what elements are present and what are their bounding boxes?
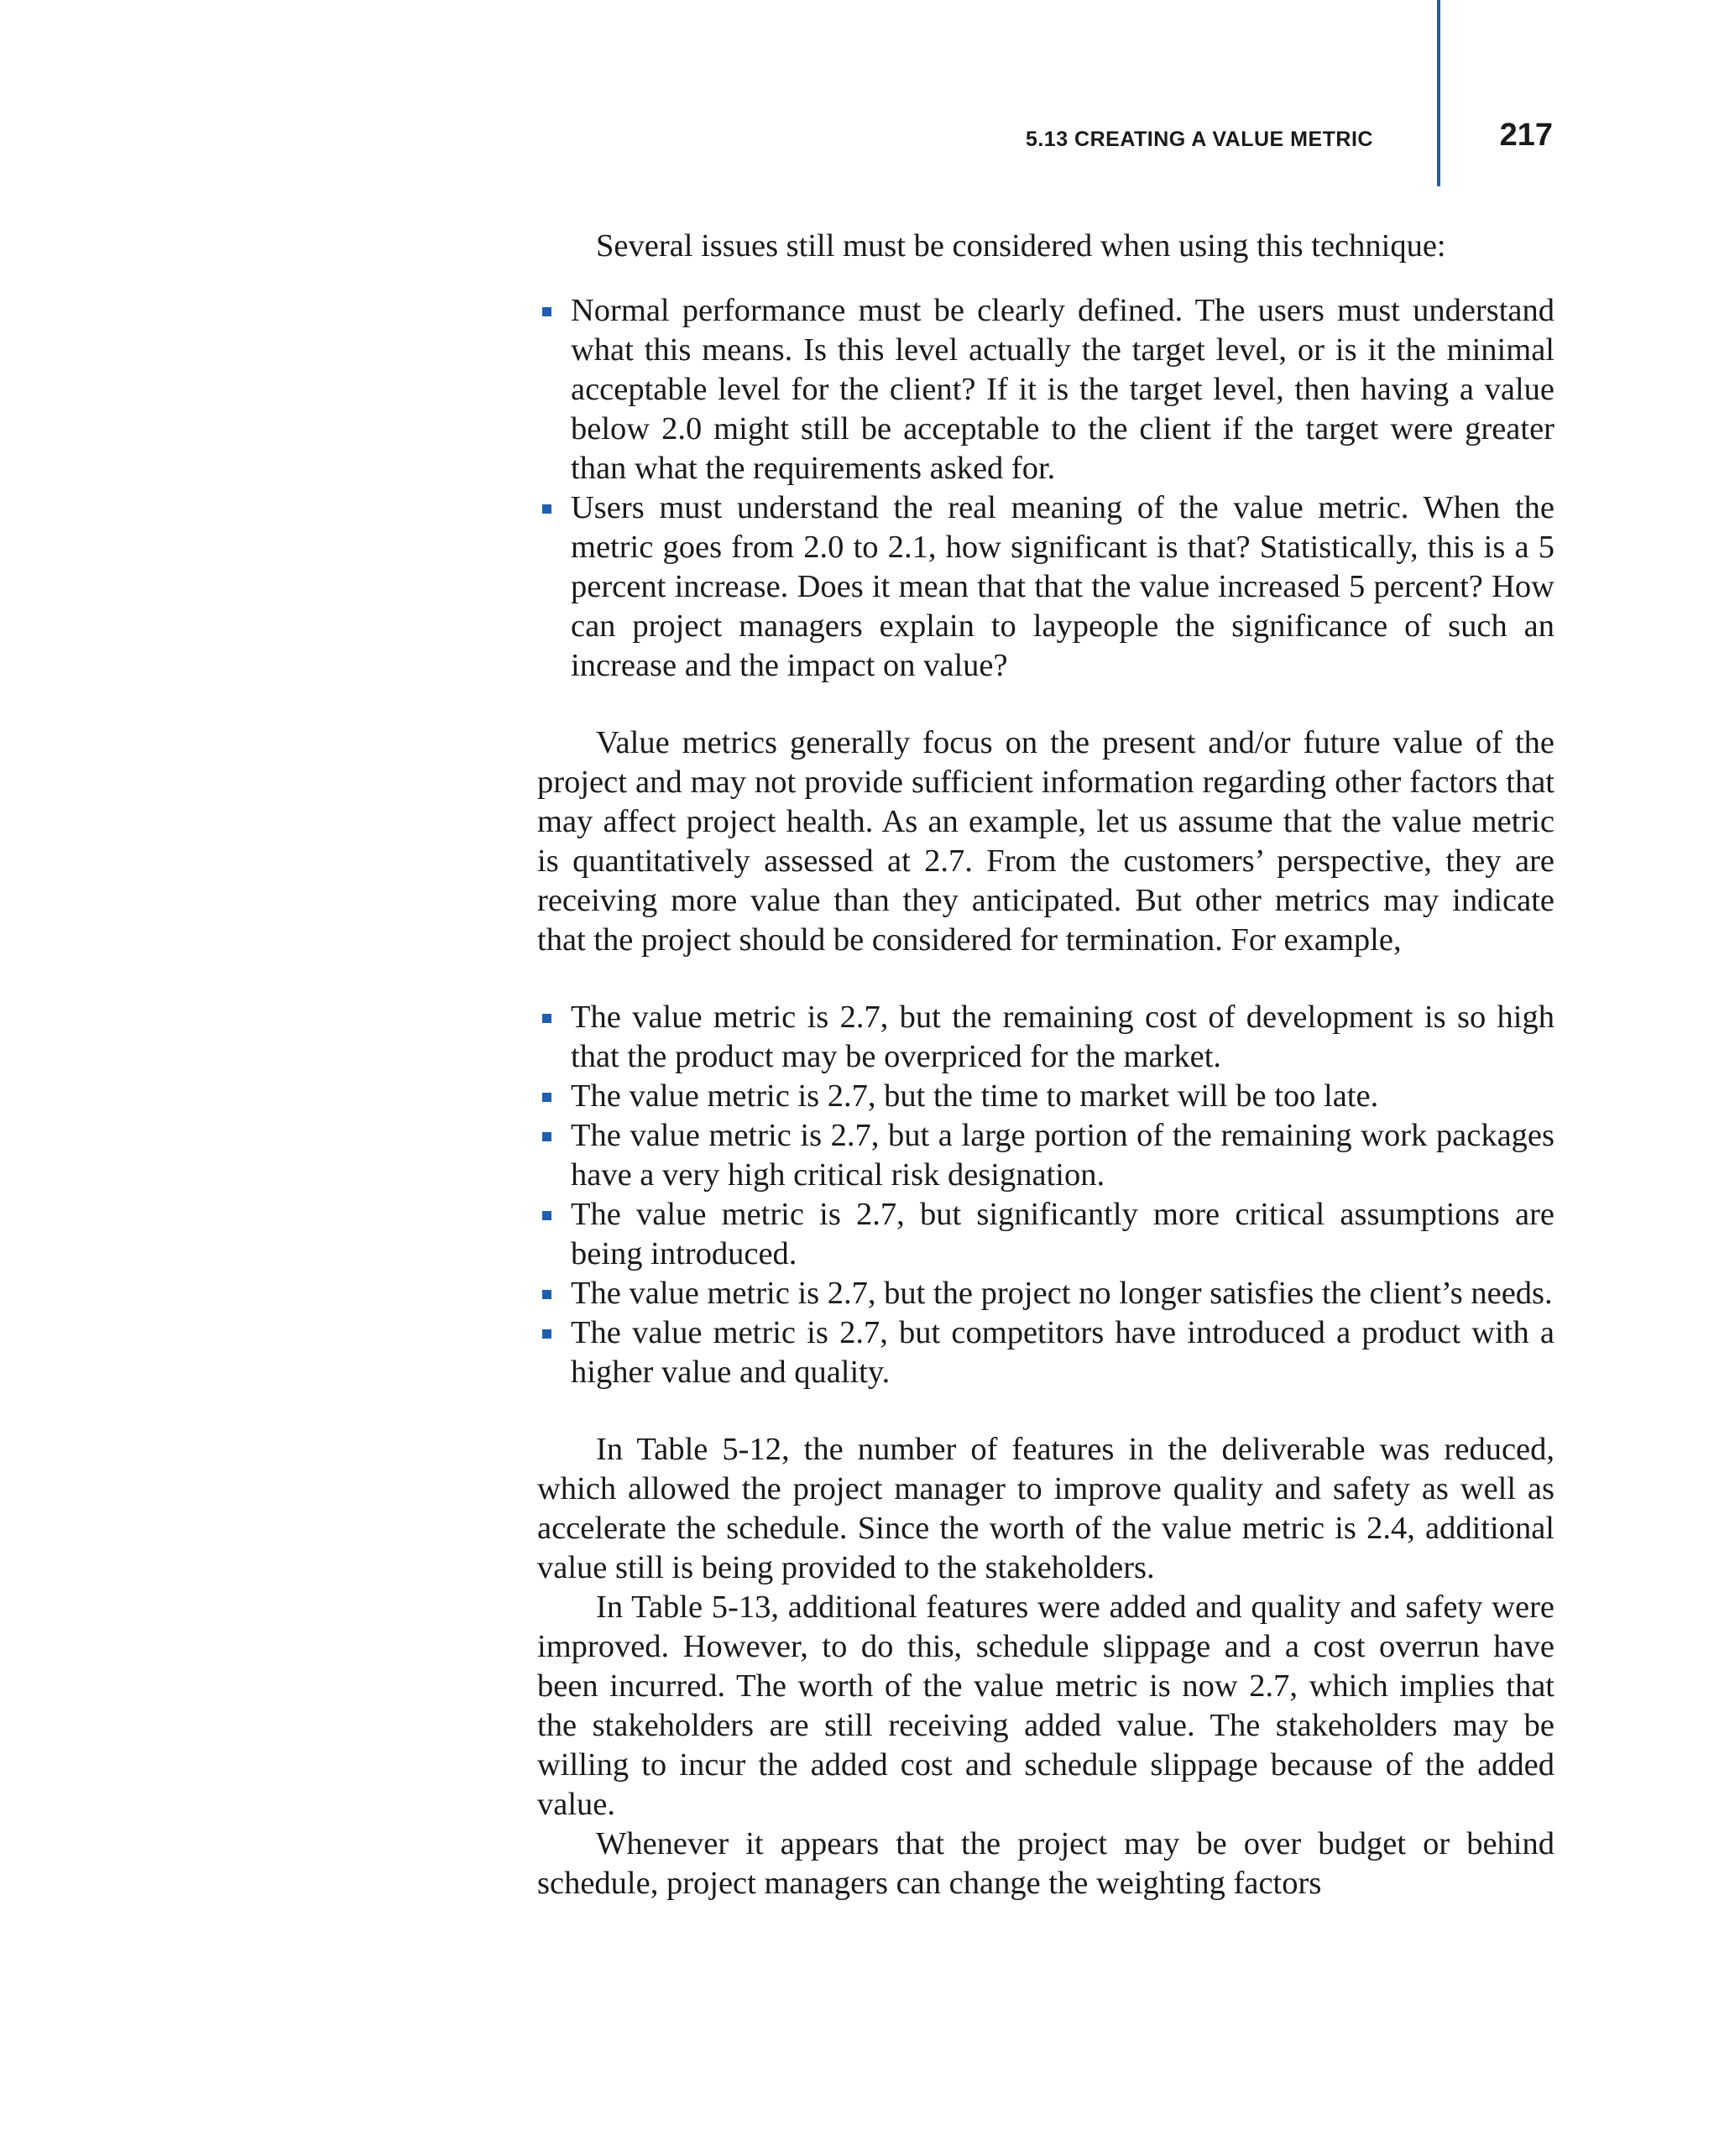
issues-list [537,291,1554,686]
list-item [571,1274,1554,1313]
list-item-text: The value metric is 2.7, but the project no longer satisfies the client’s needs. [571,1276,1553,1311]
spacer [537,1392,1554,1430]
spacer [537,686,1554,723]
intro-paragraph: Several issues still must be considered when using this technique: [596,228,1446,264]
square-bullet-icon [542,1290,551,1299]
page-body [537,227,1554,1903]
whenever-paragraph: Whenever it appears that the project may be over budget or behind schedule, project managers can change the weighting factors [537,1826,1554,1901]
list-item-text: The value metric is 2.7, but a large portion of the remaining work packages have a very high critical risk designation. [571,1118,1554,1193]
square-bullet-icon [542,1014,551,1023]
list-item [571,1077,1554,1116]
list-item [571,998,1554,1077]
square-bullet-icon [542,504,551,514]
square-bullet-icon [542,1093,551,1102]
table-5-13-paragraph: In Table 5-13, additional features were added and quality and safety were improved. However, to do this, schedule slippage and a cost overrun have been incurred. The worth of the value metric is now 2.7, which implies that the stakeholders are still receiving added value. The stakeholders may be willing to incur the added cost and schedule slippage because of the added value. [537,1590,1554,1822]
examples-list [537,998,1554,1392]
list-item [571,291,1554,488]
list-item-text: Users must understand the real meaning of the value metric. When the metric goes from 2.0 to 2.1, how significant is that? Statistically, this is a 5 percent increase. Does it mean that that the value increased 5 percent? How can project managers explain to laypeople the significance of such an increase and the impact on value? [571,490,1554,683]
list-item [571,1313,1554,1392]
list-item-text: The value metric is 2.7, but the time to market will be too late. [571,1078,1379,1114]
value-metrics-paragraph: Value metrics generally focus on the present and/or future value of the project and may not provide sufficient information regarding other factors that may affect project health. As an example, let us assume that the value metric is quantitatively assessed at 2.7. From the customers’ perspective, they are receiving more value than they anticipated. But other metrics may indicate that the project should be considered for termination. For example, [537,725,1554,958]
list-item-text: Normal performance must be clearly defined. The users must understand what this means. Is this level actually the target level, or is it the minimal acceptable level for the client? If it is the target level, then having a value below 2.0 might still be acceptable to the client if the target were greater than what the requirements asked for. [571,293,1554,486]
spacer [537,960,1554,998]
page-number: 217 [1499,117,1553,153]
header-rule [1437,0,1440,186]
list-item [571,1195,1554,1274]
spacer [537,266,1554,291]
list-item-text: The value metric is 2.7, but competitors have introduced a product with a higher value and quality. [571,1315,1554,1390]
square-bullet-icon [542,1211,551,1220]
list-item [571,1116,1554,1195]
square-bullet-icon [542,1329,551,1339]
running-head: 5.13 CREATING A VALUE METRIC [1025,128,1373,151]
list-item-text: The value metric is 2.7, but the remaining cost of development is so high that the product may be overpriced for the market. [571,1000,1554,1074]
table-5-12-paragraph: In Table 5-12, the number of features in the deliverable was reduced, which allowed the project manager to improve quality and safety as well as accelerate the schedule. Since the worth of the value metric is 2.4, additional value still is being provided to the stakeholders. [537,1432,1554,1585]
list-item [571,488,1554,686]
square-bullet-icon [542,1132,551,1141]
square-bullet-icon [542,307,551,316]
list-item-text: The value metric is 2.7, but significantly more critical assumptions are being introduced. [571,1197,1554,1271]
